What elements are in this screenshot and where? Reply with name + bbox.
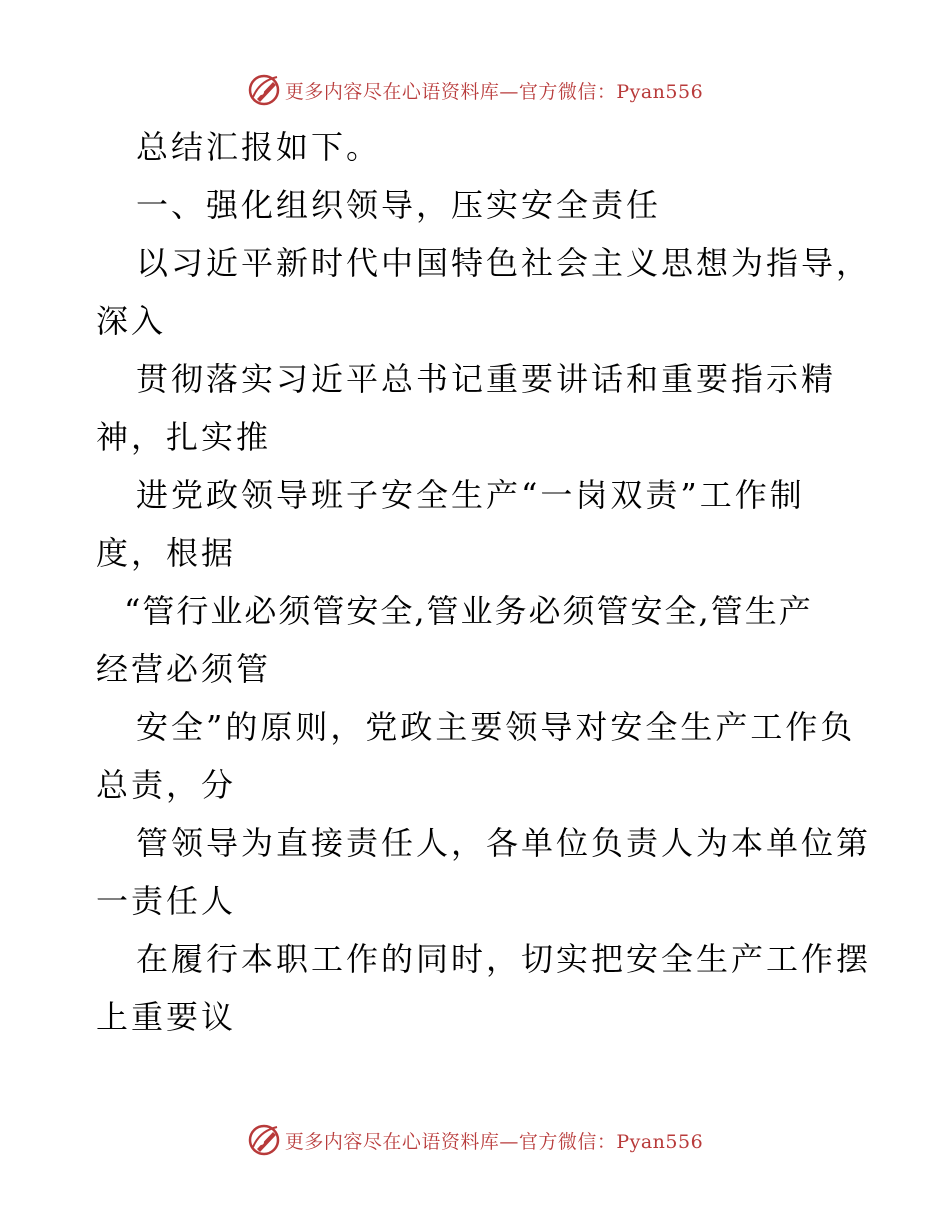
body-line: 经营必须管 [96,650,272,688]
body-line: 贯彻落实习近平总书记重要讲话和重要指示精 [136,360,837,398]
footer-banner [0,1120,950,1160]
body-line: 上重要议 [96,998,237,1036]
body-line: 度，根据 [96,534,237,572]
section-heading: 一、强化组织领导，压实安全责任 [136,186,662,224]
footer-banner-text: 更多内容尽在心语资料库—官方微信：Pyan556 [284,1130,704,1153]
header-banner-text: 更多内容尽在心语资料库—官方微信：Pyan556 [284,80,704,103]
body-line: “管行业必须管安全,管业务必须管安全,管生产 [124,592,813,630]
document-body [96,118,872,1046]
pen-logo-icon [247,1123,281,1157]
body-line: 一责任人 [96,882,237,920]
body-line: 安全”的原则，党政主要领导对安全生产工作负 [136,708,856,746]
body-line: 管领导为直接责任人，各单位负责人为本单位第 [136,824,872,862]
body-line: 在履行本职工作的同时，切实把安全生产工作摆 [136,940,872,978]
body-line: 深入 [96,302,167,340]
body-line: 总责，分 [96,766,237,804]
body-line: 进党政领导班子安全生产“一岗双责”工作制 [136,476,805,514]
pen-logo-icon [247,73,281,107]
body-line: 神，扎实推 [96,418,272,456]
body-line: 以习近平新时代中国特色社会主义思想为指导， [136,244,872,282]
header-banner [0,70,950,110]
body-line: 总结汇报如下。 [136,128,382,166]
